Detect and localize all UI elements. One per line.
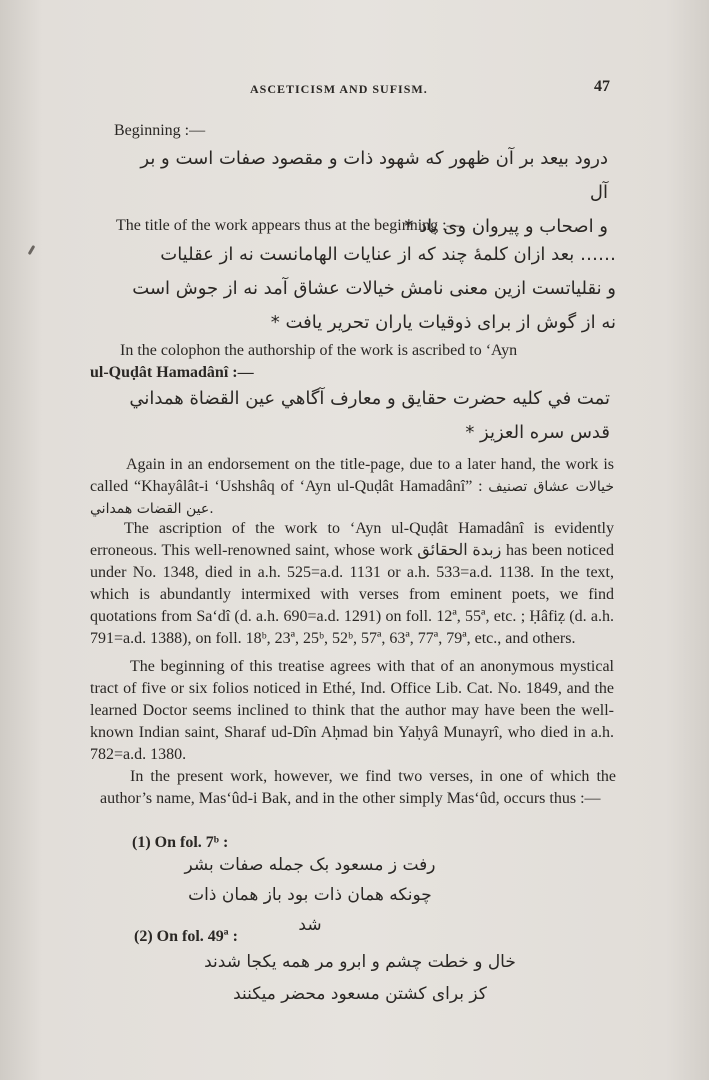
- beginning-label: Beginning :—: [114, 122, 206, 139]
- verse-2-label-block: [134, 926, 614, 948]
- running-head: ASCETICISM AND SUFISM.: [250, 82, 428, 96]
- present-work-block: [100, 766, 616, 810]
- verse-2-line-2: کز برای کشتن مسعود محضر میکنند: [233, 984, 487, 1004]
- verse-1-label: (1) On fol. 7ᵇ :: [132, 834, 229, 851]
- verse-2-label: (2) On fol. 49ª :: [134, 928, 238, 945]
- colophon-intro-line-1: In the colophon the authorship of the work is ascribed to ‘Ayn: [120, 342, 518, 359]
- endorsement-block: [90, 454, 614, 520]
- title-persian-block: [96, 238, 616, 340]
- page-header: [90, 80, 610, 100]
- verse-2-persian-block: [150, 946, 570, 1010]
- colophon-intro-line-2: ul-Quḍât Hamadânî :—: [90, 364, 254, 381]
- title-intro-block: [116, 215, 616, 237]
- treatise-block: [90, 656, 614, 766]
- ascription-block: [90, 518, 614, 650]
- beginning-label-block: [114, 120, 614, 142]
- colophon-persian-line-1: تمت في کلیه حضرت حقایق و معارف آگاهي عین القضاة همداني: [129, 388, 610, 409]
- endorsement-persian: خیالات عشاق تصنیف عین القضات همداني.: [90, 479, 614, 517]
- page-number: 47: [594, 78, 610, 95]
- beginning-persian-line-1: درود بیعد بر آن ظهور که شهود ذات و مقصود صفات است و بر آل: [140, 148, 608, 203]
- title-persian-line-1: …… بعد ازان کلمهٔ چند که از عنایات الهامانست نه از عقلیات: [160, 244, 616, 265]
- present-work-paragraph: In the present work, however, we find two verses, in one of which the author’s name, Mas‘ûd-i Bak, and in the other simply Mas‘ûd, occurs thus :—: [100, 768, 616, 807]
- colophon-intro-block: [90, 340, 614, 384]
- title-persian-line-2: و نقلیاتست ازین معنی نامش خیالات عشاق آمد نه از جوش است: [132, 278, 616, 299]
- pencil-mark: [28, 245, 36, 255]
- ascription-paragraph: The ascription of the work to ‘Ayn ul-Quḍât Hamadânî is evidently erroneous. This well-renowned saint, whose work زبدة الحقائق has been noticed under No. 1348, died in a.h. 525=a.d. 1131 or a.h. 533=a.d. 1138. In the text, which is abundantly intermixed with verses from eminent poets, we find quotations from Sa‘dî (d. a.h. 690=a.d. 1291) on foll. 12ª, 55ª, etc. ; Ḥâfiẓ (d. a.h. 791=a.d. 1388), on foll. 18ᵇ, 23ª, 25ᵇ, 52ᵇ, 57ª, 63ª, 77ª, 79ª, etc., and others.: [90, 520, 615, 647]
- verse-1-line-1: رفت ز مسعود بک جمله صفات بشر: [184, 855, 436, 875]
- endorsement-text: Again in an endorsement on the title-page, due to a later hand, the work is called “Khayâlât-i ‘Ushshâq of ‘Ayn ul-Quḍât Hamadânî” :: [90, 456, 614, 495]
- verse-2-line-1: خال و خطت چشم و ابرو مر همه یکجا شدند: [204, 952, 516, 972]
- treatise-paragraph: The beginning of this treatise agrees with that of an anonymous mystical tract of five or six folios noticed in Ethé, Ind. Office Lib. Cat. No. 1849, and the learned Doctor seems inclined to think that the author may have been the well-known Indian saint, Sharaf ud-Dîn Aḥmad bin Yaḥyâ Munayrî, who died in a.h. 782=a.d. 1380.: [90, 658, 614, 763]
- title-persian-line-3: نه از گوش از برای ذوقیات یاران تحریر یافت *: [270, 312, 616, 333]
- title-intro: The title of the work appears thus at the beginning :—: [116, 217, 463, 234]
- endorsement-paragraph: [90, 454, 614, 520]
- colophon-persian-block: [110, 382, 610, 450]
- colophon-persian-line-2: قدس سره العزیز *: [465, 422, 610, 443]
- verse-1-line-2: چونکه همان ذات بود باز همان ذات شد: [188, 885, 432, 935]
- beginning-persian-line-2: و اصحاب و پیروان وی باد *: [404, 216, 608, 237]
